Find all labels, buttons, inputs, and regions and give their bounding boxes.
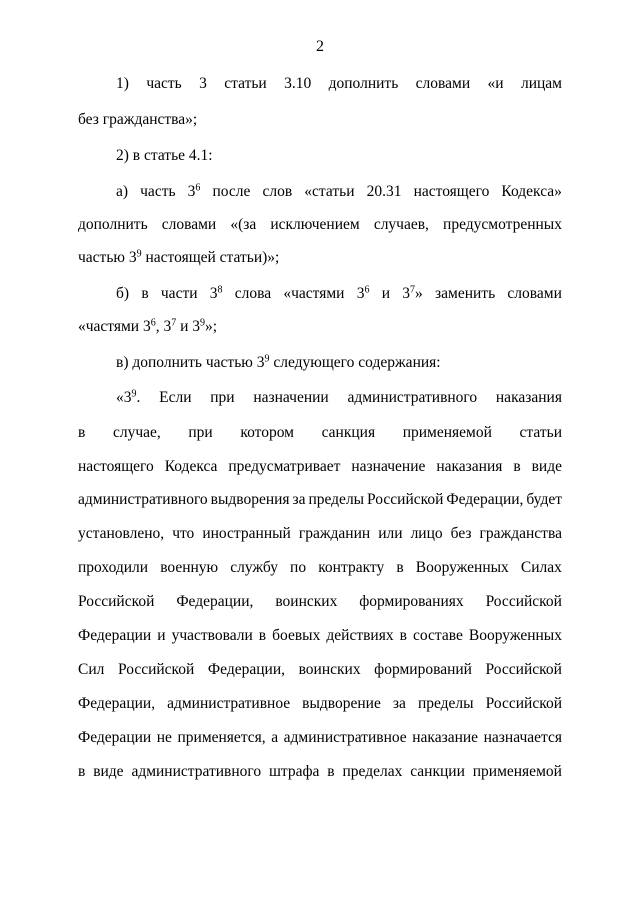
word: словами xyxy=(161,216,217,233)
word: $3^6$ xyxy=(356,284,370,302)
word: установлено, xyxy=(78,525,165,542)
word: в xyxy=(399,627,407,644)
word: случаев, xyxy=(373,216,429,233)
word: Федерации, xyxy=(78,695,156,712)
word: предусматривает xyxy=(228,458,341,475)
word: и xyxy=(381,285,391,302)
word: пределы xyxy=(417,695,474,712)
word: лицо xyxy=(410,525,443,542)
word: б) xyxy=(116,285,130,302)
word: случае, xyxy=(112,424,161,441)
word: что xyxy=(172,525,195,542)
word: назначении xyxy=(253,389,329,406)
word: 3 xyxy=(199,75,207,92)
word: предусмотренных xyxy=(443,216,562,233)
superscript: 8 xyxy=(217,284,223,296)
word: формированиях xyxy=(359,593,464,610)
word: штрафа xyxy=(268,763,320,780)
word: словами xyxy=(415,75,471,92)
word: дополнить xyxy=(78,216,148,233)
word: санкции xyxy=(410,763,465,780)
word: в xyxy=(396,559,404,576)
word: административного xyxy=(347,389,478,406)
word: формирований xyxy=(374,661,472,678)
word: при xyxy=(210,389,235,406)
word: Федерации xyxy=(78,627,152,644)
word: 1) xyxy=(116,75,129,92)
word: котором xyxy=(240,424,294,441)
text-line-19 xyxy=(78,694,562,714)
word: выдворение xyxy=(302,695,381,712)
word: без xyxy=(450,525,472,542)
word: виде xyxy=(531,458,562,475)
word: составе xyxy=(413,627,463,644)
word: воинских xyxy=(298,661,361,678)
superscript: 7 xyxy=(410,284,416,296)
superscript: 9 xyxy=(264,353,270,365)
word: не xyxy=(156,729,172,746)
text-line-18 xyxy=(78,660,562,680)
word: административного xyxy=(78,491,208,508)
superscript: 6 xyxy=(195,182,201,194)
word: после xyxy=(212,183,251,200)
word: настоящего xyxy=(78,458,154,475)
word: наказания xyxy=(495,389,562,406)
word: в xyxy=(513,458,521,475)
word: в xyxy=(78,424,86,441)
word: административное xyxy=(167,695,291,712)
word: 3.10 xyxy=(284,75,312,92)
word: «и xyxy=(487,75,504,92)
word: контракту xyxy=(318,559,385,576)
superscript: 7 xyxy=(171,317,177,329)
superscript: 9 xyxy=(131,388,137,400)
word: а xyxy=(271,729,279,746)
text-line-1 xyxy=(116,74,562,94)
word: применяемой xyxy=(402,424,492,441)
word: словами xyxy=(507,285,562,302)
word: по xyxy=(290,559,307,576)
word: Российской xyxy=(78,593,155,610)
word: слов xyxy=(262,183,293,200)
word: за xyxy=(392,695,406,712)
superscript: 6 xyxy=(150,317,156,329)
word: Федерации, xyxy=(207,661,285,678)
word: а) xyxy=(116,183,129,200)
word: административного xyxy=(131,763,262,780)
word: административное xyxy=(283,729,407,746)
text-line-8: «частями $3^6$, $3^7$ и $3^9$»; xyxy=(78,317,218,335)
word: части xyxy=(160,285,198,302)
word: $3^7$» xyxy=(402,284,423,302)
word: в xyxy=(258,627,267,644)
word: Федерации, xyxy=(176,593,254,610)
text-line-16 xyxy=(78,592,562,612)
word: будет xyxy=(526,491,562,508)
word: Российской xyxy=(485,593,562,610)
word: и xyxy=(157,627,166,644)
text-line-2: без гражданства»; xyxy=(78,111,198,128)
word: Силах xyxy=(520,559,562,576)
word: применяется, xyxy=(177,729,266,746)
word: «$3^9$. xyxy=(116,388,141,406)
word: Российской xyxy=(485,661,562,678)
word: за xyxy=(292,491,306,508)
word: Вооруженных xyxy=(415,559,509,576)
word: Сил xyxy=(78,661,105,678)
word: действиях xyxy=(326,627,394,644)
text-line-4 xyxy=(116,182,562,202)
text-line-5 xyxy=(78,215,562,235)
word: гражданства xyxy=(479,525,562,542)
text-line-15 xyxy=(78,558,562,578)
word: часть xyxy=(146,75,182,92)
word: 20.31 xyxy=(366,183,402,200)
word: применяемой xyxy=(472,763,562,780)
word: пределы xyxy=(308,491,365,508)
word: проходили xyxy=(78,559,149,576)
word: Российской xyxy=(485,695,562,712)
word: $3^8$ xyxy=(209,284,223,302)
word: Вооруженных xyxy=(468,627,562,644)
text-line-20 xyxy=(78,728,562,748)
text-line-6: частью $3^9$ настоящей статьи)»; xyxy=(78,248,280,266)
word: назначается xyxy=(483,729,562,746)
word: часть xyxy=(140,183,176,200)
word: в xyxy=(78,763,86,780)
text-line-11 xyxy=(78,423,562,443)
text-line-3: 2) в статье 4.1: xyxy=(116,147,213,164)
word: «статьи xyxy=(304,183,355,200)
superscript: 9 xyxy=(136,248,142,260)
word: статьи xyxy=(224,75,267,92)
word: выдворения xyxy=(210,491,290,508)
word: в xyxy=(141,285,149,302)
word: иностранный xyxy=(202,525,291,542)
word: $3^6$ xyxy=(187,182,201,200)
word: «частями xyxy=(283,285,345,302)
superscript: 6 xyxy=(364,284,370,296)
word: Федерации, xyxy=(446,491,524,508)
word: воинских xyxy=(275,593,338,610)
word: военную xyxy=(160,559,219,576)
text-line-13 xyxy=(78,490,562,510)
word: наказания xyxy=(436,458,503,475)
word: Российской xyxy=(367,491,444,508)
text-line-10 xyxy=(116,388,562,408)
word: настоящего xyxy=(413,183,490,200)
word: исключением xyxy=(270,216,360,233)
word: при xyxy=(188,424,213,441)
word: заменить xyxy=(435,285,496,302)
word: виде xyxy=(93,763,124,780)
word: Российской xyxy=(117,661,195,678)
word: назначение xyxy=(351,458,426,475)
word: «(за xyxy=(230,216,257,233)
page-number: 2 xyxy=(316,38,324,55)
word: участвовали xyxy=(171,627,253,644)
text-line-12 xyxy=(78,457,562,477)
word: или xyxy=(378,525,403,542)
word: Федерации xyxy=(78,729,152,746)
word: службу xyxy=(230,559,278,576)
text-line-9: в) дополнить частью $3^9$ следующего содержания: xyxy=(116,353,441,371)
word: Кодекса xyxy=(164,458,218,475)
word: пределах xyxy=(342,763,403,780)
word: Кодекса» xyxy=(501,183,562,200)
text-line-14 xyxy=(78,524,562,544)
text-line-21 xyxy=(78,762,562,782)
word: слова xyxy=(234,285,272,302)
word: в xyxy=(327,763,335,780)
superscript: 9 xyxy=(200,317,206,329)
word: Если xyxy=(159,389,192,406)
word: статьи xyxy=(519,424,562,441)
word: наказание xyxy=(412,729,479,746)
word: гражданин xyxy=(298,525,371,542)
word: санкция xyxy=(321,424,376,441)
text-line-17 xyxy=(78,626,562,646)
word: боевых xyxy=(272,627,321,644)
word: дополнить xyxy=(328,75,399,92)
text-line-7 xyxy=(116,284,562,304)
word: лицам xyxy=(520,75,562,92)
